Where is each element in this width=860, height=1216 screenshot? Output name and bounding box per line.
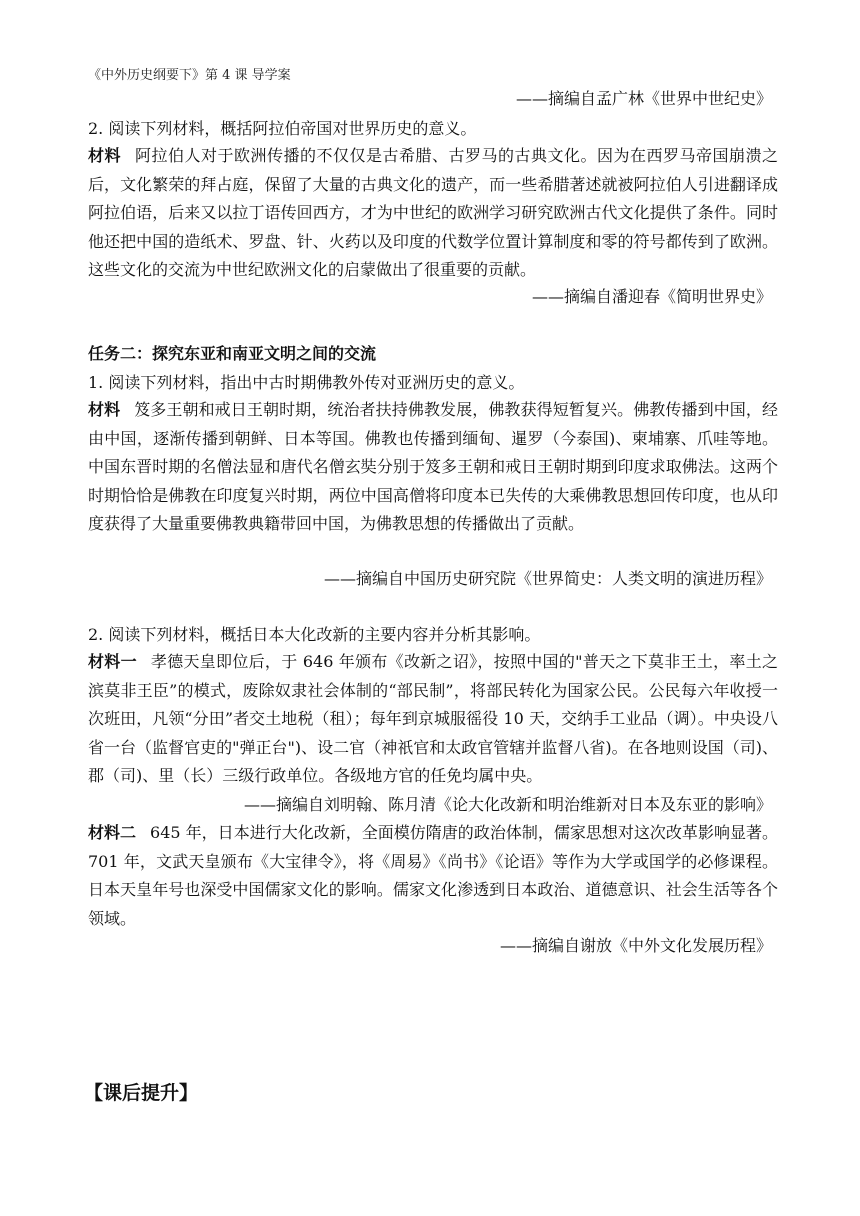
question-buddhism: 1. 阅读下列材料，指出中古时期佛教外传对亚洲历史的意义。 bbox=[88, 373, 525, 392]
question-taika-reform: 2. 阅读下列材料，概括日本大化改新的主要内容并分析其影响。 bbox=[88, 625, 541, 644]
material-two bbox=[88, 819, 778, 933]
question-arab-empire: 2. 阅读下列材料，概括阿拉伯帝国对世界历史的意义。 bbox=[88, 119, 477, 138]
source-citation: ——摘编自孟广林《世界中世纪史》 bbox=[515, 89, 772, 108]
material-buddhism bbox=[88, 396, 778, 539]
material-label: 材料 bbox=[88, 146, 121, 165]
source-citation: ——摘编自谢放《中外文化发展历程》 bbox=[499, 936, 772, 955]
material-text: 笈多王朝和戒日王朝时期，统治者扶持佛教发展，佛教获得短暂复兴。佛教传播到中国，经由中国，逐渐传播到朝鲜、日本等国。佛教也传播到缅甸、暹罗（今泰国)、柬埔寨、爪哇等地。中国东晋时期的名僧法显和唐代名僧玄奘分别于笈多王朝和戒日王朝时期到印度求取佛法。这两个时期恰恰是佛教在印度复兴时期，两位中国高僧将印度本已失传的大乘佛教思想回传印度，也从印度获得了大量重要佛教典籍带回中国，为佛教思想的传播做出了贡献。 bbox=[88, 400, 778, 534]
task-heading: 任务二：探究东亚和南亚文明之间的交流 bbox=[88, 344, 377, 363]
material-text: 阿拉伯人对于欧洲传播的不仅仅是古希腊、古罗马的古典文化。因为在西罗马帝国崩溃之后，文化繁荣的拜占庭，保留了大量的古典文化的遗产，而一些希腊著述就被阿拉伯人引进翻译成阿拉伯语，后来又以拉丁语传回西方，才为中世纪的欧洲学习研究欧洲古代文化提供了条件。同时他还把中国的造纸术、罗盘、针、火药以及印度的代数学位置计算制度和零的符号都传到了欧洲。这些文化的交流为中世纪欧洲文化的启蒙做出了很重要的贡献。 bbox=[88, 146, 778, 280]
source-citation: ——摘编自中国历史研究院《世界简史：人类文明的演进历程》 bbox=[323, 569, 772, 588]
material-two-text: 645 年，日本进行大化改新，全面模仿隋唐的政治体制，儒家思想对这次改革影响显著。701 年，文武天皇颁布《大宝律令》，将《周易》《尚书》《论语》等作为大学或国学的必修课程。日本天皇年号也深受中国儒家文化的影响。儒家文化渗透到日本政治、道德意识、社会生活等各个领域。 bbox=[88, 823, 778, 928]
material-one bbox=[88, 648, 778, 791]
material-arab-empire bbox=[88, 142, 778, 285]
page-header: 《中外历史纲要下》第 4 课 导学案 bbox=[88, 68, 291, 83]
source-citation: ——摘编自潘迎春《简明世界史》 bbox=[531, 287, 772, 306]
after-class-heading: 【课后提升】 bbox=[84, 1082, 199, 1104]
material-two-label: 材料二 bbox=[88, 823, 137, 842]
source-citation: ——摘编自刘明翰、陈月清《论大化改新和明治维新对日本及东亚的影响》 bbox=[243, 795, 772, 814]
material-label: 材料 bbox=[88, 400, 121, 419]
material-one-text: 孝德天皇即位后，于 646 年颁布《改新之诏》，按照中国的"普天之下莫非王土，率土之滨莫非王臣”的模式，废除奴隶社会体制的“部民制”，将部民转化为国家公民。公民每六年收授一次班田，凡领“分田”者交土地税（租）；每年到京城服徭役 10 天，交纳手工业品（调）。中央设八省一台（监督官吏的"弹正台")、设二官（神祇官和太政官管辖并监督八省)。在各地则设国（司)、郡（司)、里（长）三级行政单位。各级地方官的任免均属中央。 bbox=[88, 652, 778, 786]
material-one-label: 材料一 bbox=[88, 652, 137, 671]
